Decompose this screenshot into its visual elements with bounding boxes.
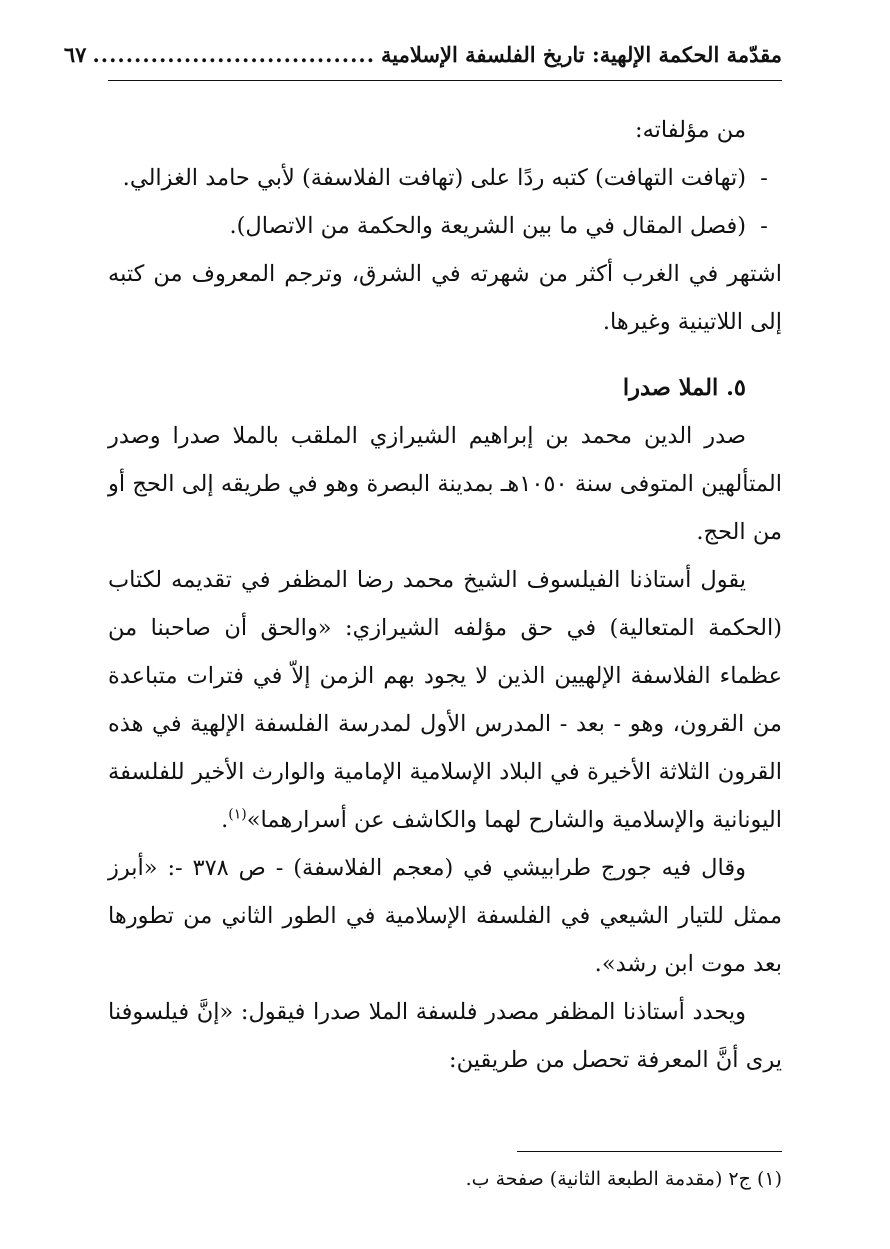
- paragraph-fame: اشتهر في الغرب أكثر من شهرته في الشرق، وترجم المعروف من كتبه إلى اللاتينية وغيرها.: [108, 261, 782, 335]
- list-item: [108, 154, 782, 202]
- footnote: (١) ج٢ (مقدمة الطبعة الثانية) صفحة ب.: [465, 1168, 782, 1190]
- running-header: [63, 34, 782, 74]
- paragraph-bio: صدر الدين محمد بن إبراهيم الشيرازي الملقب بالملا صدرا وصدر المتألهين المتوفى سنة ١٠٥٠هـ بمدينة البصرة وهو في طريقه إلى الحج أو من الحج.: [108, 423, 782, 545]
- page-body: [108, 106, 782, 1084]
- list-item-text: (فصل المقال في ما بين الشريعة والحكمة من الاتصال).: [229, 213, 746, 239]
- works-intro: من مؤلفاته:: [634, 117, 746, 143]
- header-rule: [108, 80, 782, 81]
- list-item: [108, 202, 782, 250]
- paragraph-quote-tarabishi: وقال فيه جورج طرابيشي في (معجم الفلاسفة) - ص ٣٧٨ -: «أبرز ممثل للتيار الشيعي في الفلسفة الإسلامية في الطور الثاني من تطورها بعد موت ابن رشد».: [108, 855, 782, 977]
- paragraph-sources: ويحدد أستاذنا المظفر مصدر فلسفة الملا صدرا فيقول: «إنَّ فيلسوفنا يرى أنَّ المعرفة تحصل من طريقين:: [108, 999, 782, 1073]
- header-leader-dots: ..................................: [92, 41, 376, 67]
- footnote-reference: (١): [228, 806, 247, 823]
- list-bullet: -: [760, 213, 768, 239]
- quote-text: يقول أستاذنا الفيلسوف الشيخ محمد رضا المظفر في تقديمه لكتاب (الحكمة المتعالية) في حق مؤلفه الشيرازي: «والحق أن صاحبنا من عظماء الفلاسفة الإلهيين الذين لا يجود بهم الزمن إلاّ في فترات متباعدة من القرون، وهو - بعد - المدرس الأول لمدرسة الفلسفة الإلهية في هذه القرون الثلاثة الأخيرة في البلاد الإسلامية الإمامية والوارث الأخير للفلسفة اليونانية والإسلامية والشارح لهما والكاشف عن أسرارهما»: [108, 567, 782, 833]
- list-bullet: -: [760, 165, 768, 191]
- quote-end: .: [221, 807, 229, 833]
- footnote-rule: [517, 1151, 782, 1152]
- paragraph-quote-muzaffar: [108, 556, 782, 844]
- section-heading: ٥. الملا صدرا: [622, 375, 746, 401]
- page-number: ٦٧: [63, 41, 87, 67]
- running-header-title: مقدّمة الحكمة الإلهية: تاريخ الفلسفة الإسلامية: [381, 41, 782, 67]
- list-item-text: (تهافت التهافت) كتبه ردًا على (تهافت الفلاسفة) لأبي حامد الغزالي.: [122, 165, 746, 191]
